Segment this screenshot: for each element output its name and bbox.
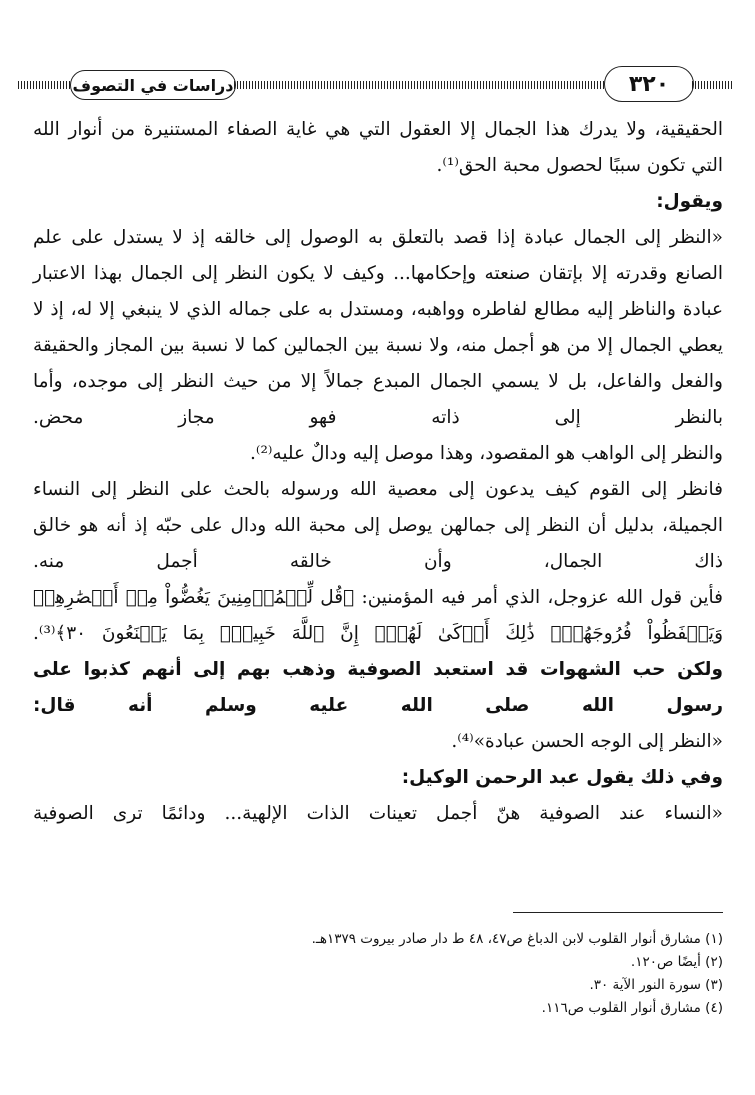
paragraph: فانظر إلى القوم كيف يدعون إلى معصية الله ورسوله بالحث على النظر إلى النساء الجميلة، بدليل أن النظر إلى جمالهن يوصل إلى محبة الله ودال على حبّه إذ أنه هو خالق ذاك الجمال، وأن خالقه أجمل منه. xyxy=(33,479,723,572)
verse-lead: فأين قول الله عزوجل، الذي أمر فيه المؤمنين: xyxy=(354,587,723,608)
paragraph: «النساء عند الصوفية هنّ أجمل تعينات الذات الإلهية... ودائمًا ترى الصوفية xyxy=(33,803,723,824)
paragraph: «النظر إلى الجمال عبادة إذا قصد بالتعلق به الوصول إلى خالقه إذ لا يستدل على علم الصانع وقدرته إلا بإتقان صنعته وإحكامها... وكيف لا يكون النظر إلى الجمال بهذا الاعتبار عبادة والناظر إليه مطالع لفاطره وواهبه، ومستدل به على جماله الذي لا ينبغي إلا له، إذ لا يعطي الجمال إلا من هو أجمل منه، ولا نسبة بين الجمالين كما لا نسبة بين المجاز والحقيقة والفعل والفاعل، بل لا يسمي الجمال المبدع جمالاً إلا من حيث النظر إلى موجده، وأما بالنظر إلى ذاته فهو مجاز محض. xyxy=(33,227,723,428)
header-ornament-middle xyxy=(234,81,604,89)
bold-paragraph: وفي ذلك يقول عبد الرحمن الوكيل: xyxy=(401,767,723,788)
running-header xyxy=(18,64,734,104)
paragraph: والنظر إلى الواهب هو المقصود، وهذا موصل إليه ودالٌ عليه⁽²⁾. xyxy=(250,443,723,464)
footnote-separator xyxy=(513,912,723,913)
footnote-item: (٤) مشارق أنوار القلوب ص١١٦. xyxy=(541,1000,723,1016)
header-ornament-left xyxy=(18,81,70,89)
footnote-item: (٢) أيضًا ص١٢٠. xyxy=(630,954,723,970)
bold-paragraph: ولكن حب الشهوات قد استعبد الصوفية وذهب بهم إلى أنهم كذبوا على رسول الله صلى الله عليه وسلم أنه قال: xyxy=(33,659,723,716)
footnotes xyxy=(33,928,723,1020)
paragraph: التي تكون سببًا لحصول محبة الحق⁽¹⁾. xyxy=(436,155,723,176)
paragraph: «النظر إلى الوجه الحسن عبادة»⁽⁴⁾. xyxy=(451,731,723,752)
footnote-item: (١) مشارق أنوار القلوب لابن الدباغ ص٤٧، ٤٨ ط دار صادر بيروت ١٣٧٩هـ. xyxy=(311,931,723,947)
bold-paragraph: ويقول: xyxy=(656,191,723,212)
quran-verse-paragraph xyxy=(33,580,723,652)
page-body xyxy=(33,112,723,832)
quran-verse: ﴿قُل لِّلۡمُؤۡمِنِينَ يَغُضُّواْ مِنۡ أَبۡصَٰرِهِمۡ وَيَحۡفَظُواْ فُرُوجَهُمۡۚ ذَٰلِكَ أَزۡكَىٰ لَهُمۡۗ إِنَّ ٱللَّهَ خَبِيرُۢ بِمَا يَصۡنَعُونَ ٣٠﴾ xyxy=(33,587,723,644)
page-number: ٣٢٠ xyxy=(604,66,694,102)
footnote-ref: ⁽³⁾. xyxy=(33,623,56,644)
paragraph: الحقيقية، ولا يدرك هذا الجمال إلا العقول التي هي غاية الصفاء المستنيرة من أنوار الله xyxy=(33,119,723,140)
header-ornament-right xyxy=(692,81,734,89)
book-title: دراسات في التصوف xyxy=(70,70,236,100)
footnote-item: (٣) سورة النور الآية ٣٠. xyxy=(589,977,723,993)
